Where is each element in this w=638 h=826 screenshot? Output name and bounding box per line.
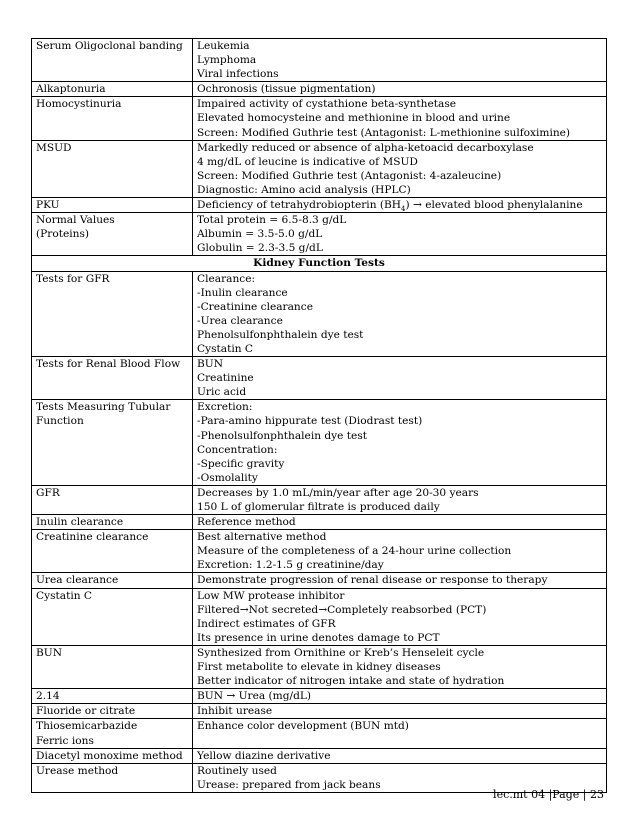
top-rows (32, 39, 607, 198)
row-detail (193, 39, 607, 82)
detail-line: Globulin = 2.3-3.5 g/dL (197, 242, 323, 255)
kidney-rows (32, 271, 607, 792)
detail-line: -Urea clearance (197, 314, 283, 327)
table-row (32, 530, 607, 573)
table-row (32, 588, 607, 645)
detail-line: Lymphoma (197, 54, 257, 67)
table-row (32, 39, 607, 82)
detail-line: Screen: Modified Guthrie test (Antagonist: 4-azaleucine) (197, 169, 502, 182)
row-detail (193, 140, 607, 197)
detail-line: -Phenolsulfonphthalein dye test (197, 429, 368, 442)
row-name (32, 530, 193, 573)
row-name (32, 704, 193, 719)
table-row (32, 573, 607, 588)
row-detail (193, 82, 607, 97)
page-footer: lec.mt 04 |Page | 23 (493, 788, 604, 801)
section-header-row (32, 256, 607, 271)
row-name (32, 400, 193, 486)
detail-line: Its presence in urine denotes damage to PCT (197, 631, 440, 644)
notes-table (31, 38, 607, 793)
row-name: Alkaptonuria (32, 82, 193, 97)
detail-line: BUN → Urea (mg/dL) (197, 690, 312, 703)
detail-line: Elevated homocysteine and methionine in blood and urine (197, 112, 511, 125)
table-row (32, 645, 607, 688)
section-title: Kidney Function Tests (32, 256, 607, 271)
pku-rows (32, 198, 607, 271)
table-row (32, 485, 607, 514)
table-row (32, 400, 607, 486)
table-row (32, 357, 607, 400)
detail-line: -Osmolality (197, 471, 258, 484)
row-detail (193, 573, 607, 588)
row-detail (193, 530, 607, 573)
pku-subscript: 4 (401, 205, 406, 213)
row-name (32, 357, 193, 400)
detail-line: -Para-amino hippurate test (Diodrast test) (197, 415, 423, 428)
row-name: Homocystinuria (32, 97, 193, 140)
name-line: Function (36, 415, 84, 428)
row-detail (193, 719, 607, 748)
table-row (32, 515, 607, 530)
detail-line: First metabolite to elevate in kidney diseases (197, 661, 441, 674)
row-detail (193, 213, 607, 256)
row-detail (193, 485, 607, 514)
detail-line: Routinely used (197, 764, 277, 777)
name-line: BUN (36, 646, 62, 659)
row-detail (193, 748, 607, 763)
detail-line: -Creatinine clearance (197, 300, 313, 313)
detail-line: Clearance: (197, 272, 256, 285)
row-name (32, 748, 193, 763)
row-name (32, 271, 193, 357)
name-line: Fluoride or citrate (36, 705, 136, 718)
name-line: Creatinine clearance (36, 531, 149, 544)
row-detail (193, 400, 607, 486)
notes-table-container (31, 38, 607, 793)
detail-line: Total protein = 6.5-8.3 g/dL (197, 214, 347, 227)
detail-line: Demonstrate progression of renal disease or response to therapy (197, 574, 548, 587)
row-name (32, 689, 193, 704)
table-row (32, 689, 607, 704)
detail-line: Excretion: 1.2-1.5 g creatinine/day (197, 559, 384, 572)
detail-line: Ochronosis (tissue pigmentation) (197, 83, 376, 96)
row-detail (193, 97, 607, 140)
detail-line: Cystatin C (197, 342, 254, 355)
detail-line: Better indicator of nitrogen intake and state of hydration (197, 675, 505, 688)
table-row (32, 704, 607, 719)
name-line: Urea clearance (36, 574, 119, 587)
name-line: 2.14 (36, 690, 60, 703)
name-line: Ferric ions (36, 734, 94, 747)
row-detail (193, 198, 607, 213)
detail-line: Decreases by 1.0 mL/min/year after age 20-30 years (197, 486, 479, 499)
name-line: Tests for GFR (36, 272, 110, 285)
row-name (32, 485, 193, 514)
row-detail (193, 645, 607, 688)
detail-line: Leukemia (197, 40, 250, 52)
detail-line: Impaired activity of cystathione beta-synthetase (197, 98, 457, 111)
row-detail (193, 515, 607, 530)
row-name (32, 588, 193, 645)
pku-text-post: ) → elevated blood phenylalanine (405, 199, 583, 212)
detail-line: Measure of the completeness of a 24-hour urine collection (197, 545, 512, 558)
detail-line: Viral infections (197, 68, 279, 81)
name-line: (Proteins) (36, 228, 90, 241)
table-row-pku (32, 198, 607, 213)
detail-line: Phenolsulfonphthalein dye test (197, 328, 364, 341)
detail-line: 150 L of glomerular filtrate is produced daily (197, 501, 440, 513)
table-row (32, 719, 607, 748)
table-row (32, 140, 607, 197)
detail-line: Screen: Modified Guthrie test (Antagonist: L-methionine sulfoximine) (197, 126, 571, 139)
detail-line: Filtered→Not secreted→Completely reabsorbed (PCT) (197, 603, 487, 616)
table-row (32, 97, 607, 140)
name-line: Normal Values (36, 214, 115, 227)
detail-line: Inhibit urease (197, 705, 273, 718)
name-line: GFR (36, 486, 60, 499)
detail-line: Albumin = 3.5-5.0 g/dL (197, 228, 323, 241)
detail-line: -Specific gravity (197, 457, 285, 470)
detail-line: Diagnostic: Amino acid analysis (HPLC) (197, 183, 411, 196)
detail-line: Indirect estimates of GFR (197, 617, 336, 630)
table-row (32, 82, 607, 97)
detail-line: Synthesized from Ornithine or Kreb’s Henseleit cycle (197, 646, 485, 659)
table-row-normal-values (32, 213, 607, 256)
row-name: MSUD (32, 140, 193, 197)
row-name (32, 645, 193, 688)
name-line: Cystatin C (36, 589, 93, 602)
table-row (32, 748, 607, 763)
name-line: Tests Measuring Tubular (36, 401, 171, 414)
row-name: Serum Oligoclonal banding (32, 39, 193, 82)
row-detail (193, 588, 607, 645)
row-name (32, 573, 193, 588)
name-line: Diacetyl monoxime method (36, 749, 183, 762)
row-name (32, 719, 193, 748)
table-row (32, 271, 607, 357)
row-detail (193, 271, 607, 357)
detail-line: Concentration: (197, 443, 278, 456)
row-name: PKU (32, 198, 193, 213)
name-line: Tests for Renal Blood Flow (36, 358, 181, 371)
row-detail (193, 704, 607, 719)
detail-line: Markedly reduced or absence of alpha-ketoacid decarboxylase (197, 141, 534, 154)
detail-line: BUN (197, 358, 223, 371)
row-name (32, 515, 193, 530)
row-name (32, 213, 193, 256)
detail-line: 4 mg/dL of leucine is indicative of MSUD (197, 155, 418, 168)
detail-line: Excretion: (197, 401, 253, 414)
row-detail (193, 689, 607, 704)
detail-line: Reference method (197, 516, 296, 529)
pku-text-pre: Deficiency of tetrahydrobiopterin (BH (197, 199, 402, 212)
detail-line: Enhance color development (BUN mtd) (197, 720, 409, 733)
detail-line: Creatinine (197, 372, 254, 385)
name-line: Inulin clearance (36, 516, 124, 529)
detail-line: Best alternative method (197, 531, 327, 544)
detail-line: -Inulin clearance (197, 286, 288, 299)
detail-line: Yellow diazine derivative (197, 749, 331, 762)
detail-line: Urease: prepared from jack beans (197, 778, 381, 791)
detail-line: Uric acid (197, 386, 247, 399)
row-detail (193, 357, 607, 400)
detail-line: Low MW protease inhibitor (197, 589, 345, 602)
row-name (32, 763, 193, 792)
name-line: Urease method (36, 764, 119, 777)
name-line: Thiosemicarbazide (36, 720, 138, 733)
